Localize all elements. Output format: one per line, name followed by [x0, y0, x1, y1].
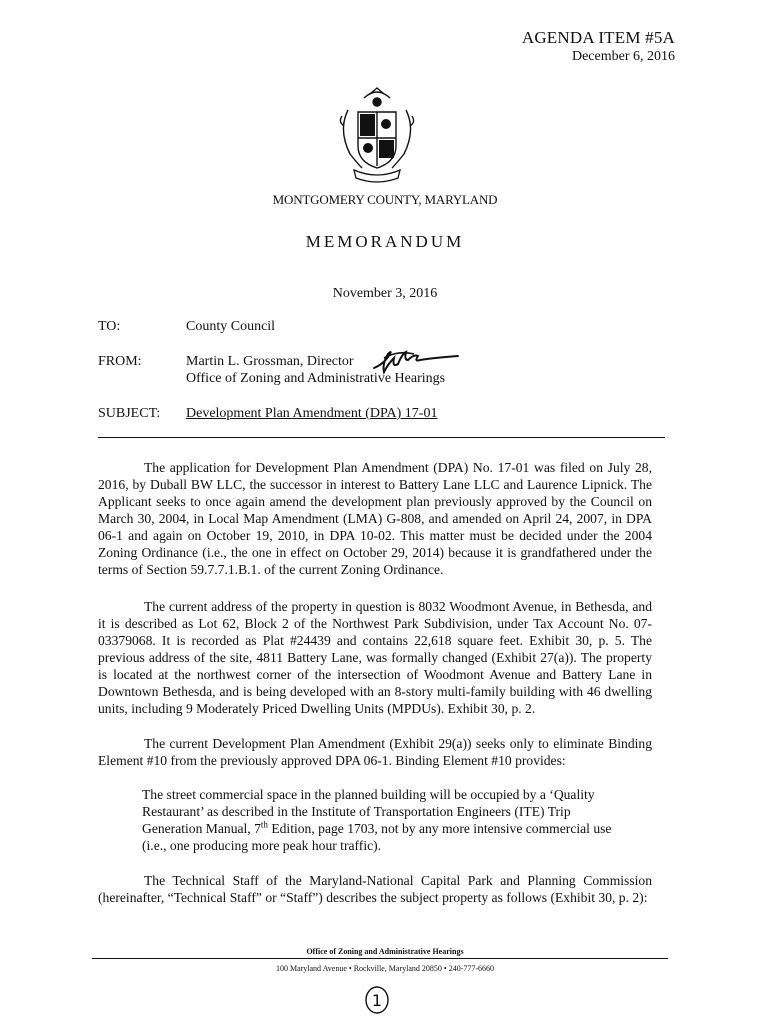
- subject-value: Development Plan Amendment (DPA) 17-01: [186, 406, 438, 421]
- footer-office: Office of Zoning and Administrative Hearings: [306, 947, 464, 956]
- paragraph-1: The application for Development Plan Amendment (DPA) No. 17-01 was filed on July 28, 2016, by Duball BW LLC, the successor in interest to Battery Lane LLC and Laurence Lipnick. The Applicant seeks to once again amend the development plan previously approved by the Council on March 30, 2004, in Local Map Amendment (LMA) G-808, and amended on April 24, 2007, in DPA 06-1 and again on October 19, 2010, in DPA 10-02. This matter must be decided under the 2004 Zoning Ordinance (i.e., the one in effect on October 29, 2014) because it is grandfathered under the terms of Section 59.7.7.1.B.1. of the current Zoning Ordinance.: [98, 460, 652, 577]
- footer-address: 100 Maryland Avenue • Rockville, Maryland 20850 • 240-777-6660: [275, 964, 495, 973]
- from-name: Martin L. Grossman, Director: [186, 354, 354, 369]
- page-number: [364, 985, 390, 1015]
- subject-label: SUBJECT:: [98, 406, 161, 421]
- from-office: Office of Zoning and Administrative Hearings: [186, 371, 446, 386]
- header-divider: [98, 437, 665, 438]
- page-number-text: 1: [371, 991, 383, 1010]
- quote-superscript: th: [260, 819, 268, 830]
- footer-divider: [92, 958, 668, 959]
- quote-text-start: The street commercial space in the planned building will be occupied by a ‘Quality Restaurant’ as described in the Institute of Transportation Engineers (ITE) Trip Generation Manual, 7: [142, 787, 595, 836]
- agenda-date: December 6, 2016: [571, 49, 675, 64]
- agenda-block: [522, 28, 675, 65]
- paragraph-3: The current Development Plan Amendment (Exhibit 29(a)) seeks only to eliminate Binding Element #10 from the previously approved DPA 06-1. Binding Element #10 provides:: [98, 736, 652, 768]
- from-label: FROM:: [98, 354, 142, 369]
- signature-icon: [370, 344, 462, 378]
- county-seal-icon: [334, 86, 420, 186]
- quote-text-end: Edition, page 1703, not by any more intensive commercial use (i.e., one producing more peak hour traffic).: [142, 821, 612, 853]
- to-label: TO:: [98, 319, 121, 334]
- memo-title: MEMORANDUM: [305, 232, 465, 251]
- paragraph-4: The Technical Staff of the Maryland-National Capital Park and Planning Commission (hereinafter, “Technical Staff” or “Staff”) describes the subject property as follows (Exhibit 30, p. 2):: [98, 873, 652, 905]
- paragraph-2: The current address of the property in question is 8032 Woodmont Avenue, in Bethesda, and it is described as Lot 62, Block 2 of the Northwest Park Subdivision, under Tax Account No. 07-03379068. It is recorded as Plat #24439 and contains 22,618 square feet. Exhibit 30, p. 5. The previous address of the site, 4811 Battery Lane, was formally changed (Exhibit 27(a)). The property is located at the northwest corner of the intersection of Woodmont Avenue and Battery Lane in Downtown Bethesda, and is being developed with an 8-story multi-family building with 46 dwelling units, including 9 Moderately Priced Dwelling Units (MPDUs). Exhibit 30, p. 2.: [98, 599, 652, 716]
- county-name: MONTGOMERY COUNTY, MARYLAND: [272, 192, 498, 207]
- to-value: County Council: [186, 319, 276, 334]
- binding-element-quote: [142, 786, 612, 854]
- agenda-item: AGENDA ITEM #5A: [521, 28, 675, 47]
- memo-date: November 3, 2016: [332, 286, 438, 301]
